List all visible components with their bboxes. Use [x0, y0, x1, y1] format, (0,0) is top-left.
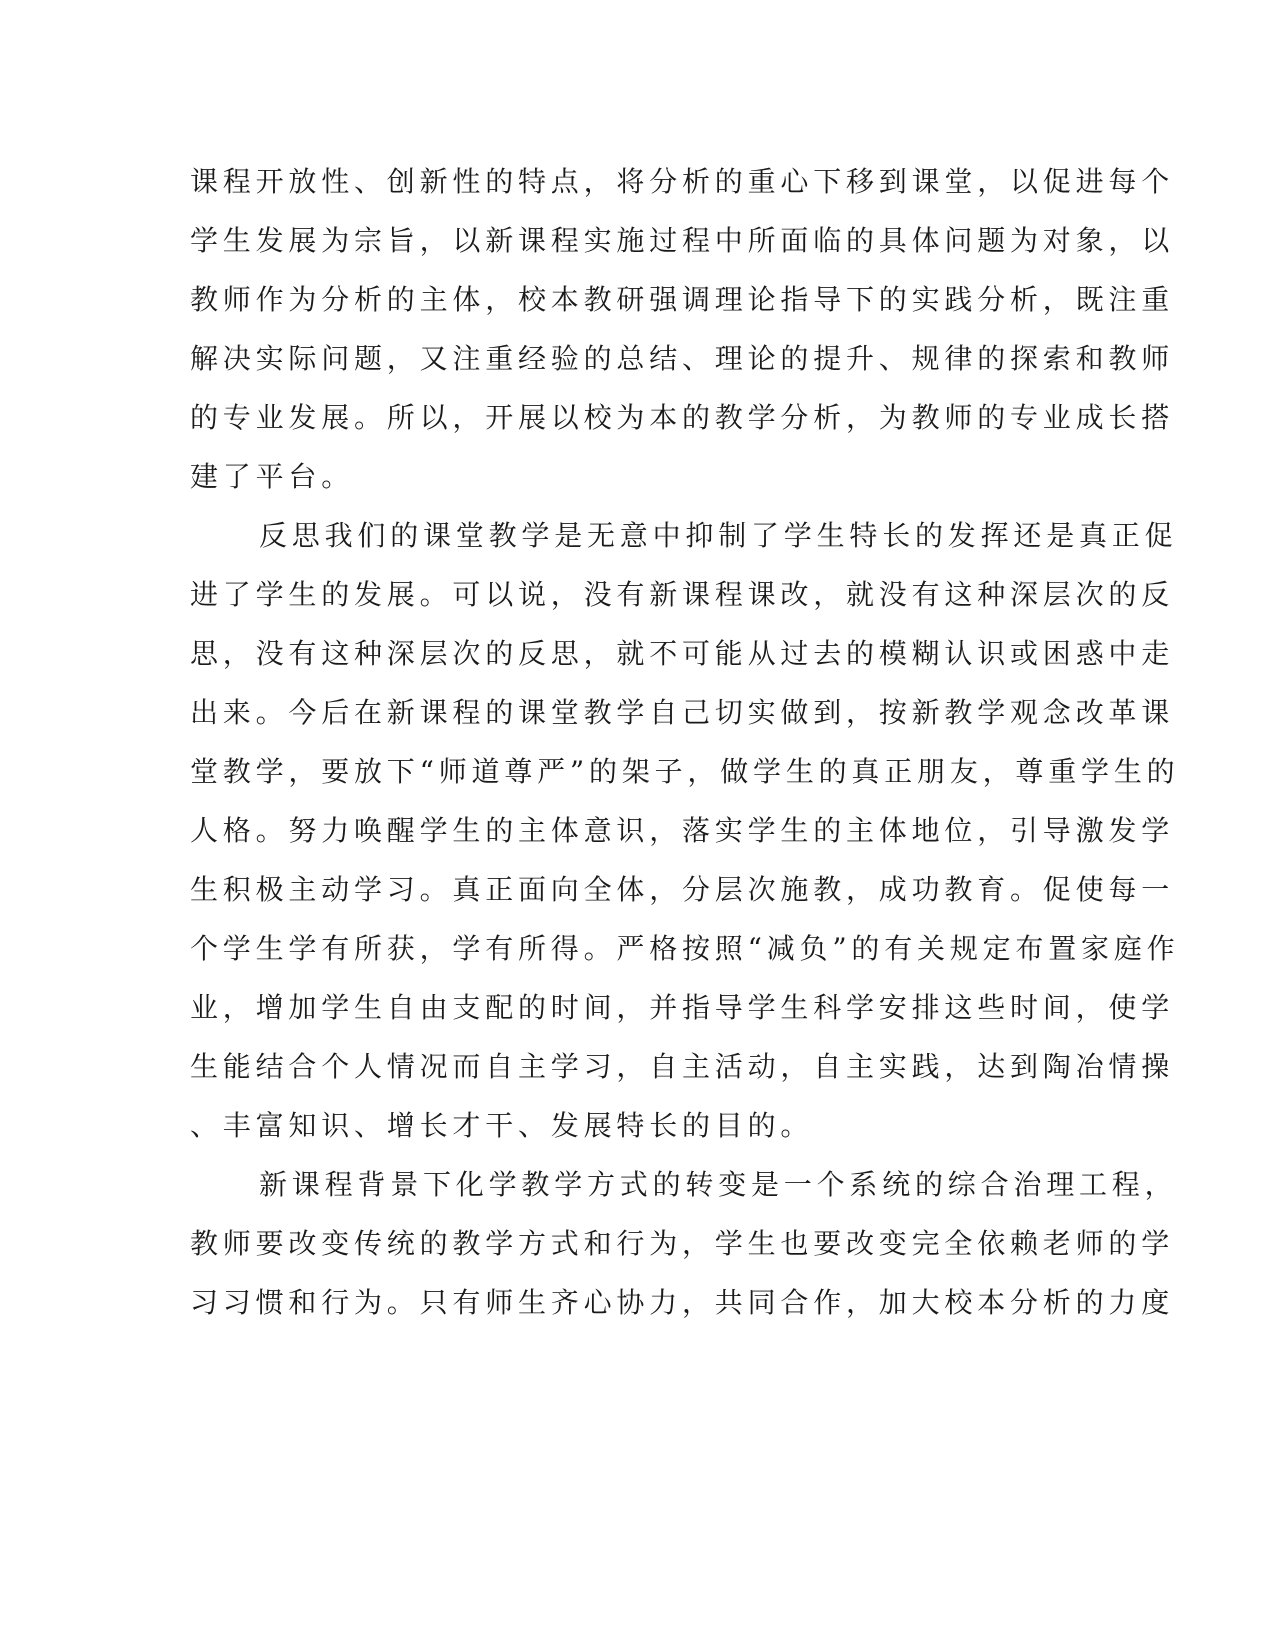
text-line: 思，没有这种深层次的反思，就不可能从过去的模糊认识或困惑中走 — [190, 637, 1175, 670]
text-line: 解决实际问题，又注重经验的总结、理论的提升、规律的探索和教师 — [190, 342, 1175, 375]
text-line: 堂教学，要放下“师道尊严”的架子，做学生的真正朋友，尊重学生的 — [190, 755, 1180, 788]
text-line: 、丰富知识、增长才干、发展特长的目的。 — [190, 1109, 814, 1142]
paragraph-first-line: 新课程背景下化学教学方式的转变是一个系统的综合治理工程， — [259, 1168, 1178, 1201]
text-line: 学生发展为宗旨，以新课程实施过程中所面临的具体问题为对象，以 — [190, 224, 1175, 257]
text-line: 生能结合个人情况而自主学习，自主活动，自主实践，达到陶冶情操 — [190, 1050, 1175, 1083]
text-line: 教师要改变传统的教学方式和行为，学生也要改变完全依赖老师的学 — [190, 1227, 1175, 1260]
text-line: 教师作为分析的主体，校本教研强调理论指导下的实践分析，既注重 — [190, 283, 1175, 316]
text-line: 课程开放性、创新性的特点，将分析的重心下移到课堂，以促进每个 — [190, 165, 1175, 198]
text-line: 业，增加学生自由支配的时间，并指导学生科学安排这些时间，使学 — [190, 991, 1175, 1024]
text-line: 进了学生的发展。可以说，没有新课程课改，就没有这种深层次的反 — [190, 578, 1175, 611]
text-line: 的专业发展。所以，开展以校为本的教学分析，为教师的专业成长搭 — [190, 401, 1175, 434]
text-line: 生积极主动学习。真正面向全体，分层次施教，成功教育。促使每一 — [190, 873, 1175, 906]
paragraph-first-line: 反思我们的课堂教学是无意中抑制了学生特长的发挥还是真正促 — [259, 519, 1178, 552]
text-line: 习习惯和行为。只有师生齐心协力，共同合作，加大校本分析的力度 — [190, 1286, 1175, 1319]
text-line: 人格。努力唤醒学生的主体意识，落实学生的主体地位，引导激发学 — [190, 814, 1175, 847]
text-line: 建了平台。 — [190, 460, 355, 493]
text-line: 出来。今后在新课程的课堂教学自己切实做到，按新教学观念改革课 — [190, 696, 1175, 729]
text-line: 个学生学有所获，学有所得。严格按照“减负”的有关规定布置家庭作 — [190, 932, 1180, 965]
